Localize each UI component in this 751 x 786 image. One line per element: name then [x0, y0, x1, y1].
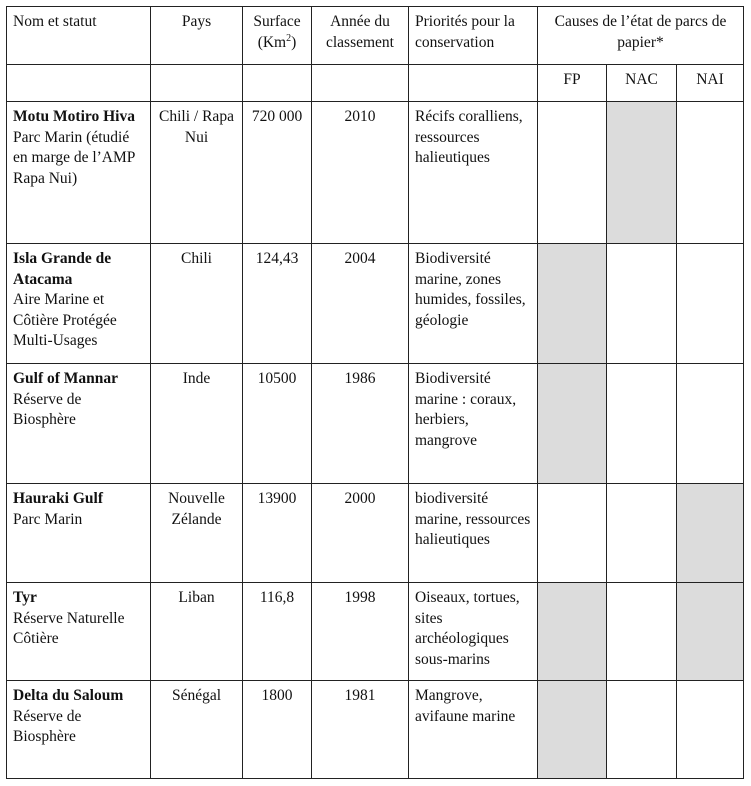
cell-name-status: [7, 583, 151, 681]
table-row: [7, 583, 744, 681]
cell-priorities: Mangrove, avifaune marine: [409, 681, 538, 779]
cell-priorities: biodiversité marine, ressources halieutiques: [409, 484, 538, 583]
cell-country: Sénégal: [151, 681, 243, 779]
park-name: Gulf of Mannar: [13, 370, 119, 387]
cell-country: Nouvelle Zélande: [151, 484, 243, 583]
cell-nai: [677, 583, 744, 681]
subheader-empty-2: [151, 65, 243, 102]
cell-fp: [538, 681, 607, 779]
cell-name-status: [7, 484, 151, 583]
header-nai: NAI: [677, 65, 744, 102]
cell-fp: [538, 244, 607, 364]
cell-year: 1998: [312, 583, 409, 681]
header-nom: Nom et statut: [7, 7, 151, 65]
header-surface-sup: 2: [286, 32, 292, 44]
cell-priorities: Biodiversité marine : coraux, herbiers, mangrove: [409, 364, 538, 484]
subheader-empty-1: [7, 65, 151, 102]
subheader-empty-5: [409, 65, 538, 102]
cell-country: Inde: [151, 364, 243, 484]
park-name: Tyr: [13, 589, 37, 606]
header-row: [7, 7, 744, 65]
park-status: Aire Marine et Côtière Protégée Multi-Usages: [13, 291, 117, 349]
parks-table: [6, 6, 744, 779]
cell-name-status: [7, 364, 151, 484]
cell-nac: [607, 583, 677, 681]
cell-year: 1986: [312, 364, 409, 484]
header-priorites: Priorités pour la conservation: [409, 7, 538, 65]
cell-nac: [607, 364, 677, 484]
cell-year: 2004: [312, 244, 409, 364]
header-fp: FP: [538, 65, 607, 102]
cell-name-status: [7, 102, 151, 244]
cell-year: 1981: [312, 681, 409, 779]
cell-surface: 124,43: [243, 244, 312, 364]
cell-fp: [538, 484, 607, 583]
cell-fp: [538, 102, 607, 244]
table-row: [7, 484, 744, 583]
cell-nai: [677, 681, 744, 779]
subheader-empty-4: [312, 65, 409, 102]
cell-priorities: Oiseaux, tortues, sites archéologiques sous-marins: [409, 583, 538, 681]
subheader-row: [7, 65, 744, 102]
park-status: Parc Marin (étudié en marge de l’AMP Rapa Nui): [13, 128, 135, 187]
header-annee: Année du classement: [312, 7, 409, 65]
cell-surface: 13900: [243, 484, 312, 583]
header-nac: NAC: [607, 65, 677, 102]
cell-nac: [607, 681, 677, 779]
cell-surface: 1800: [243, 681, 312, 779]
cell-surface: 10500: [243, 364, 312, 484]
cell-country: Chili: [151, 244, 243, 364]
subheader-empty-3: [243, 65, 312, 102]
table-body: [7, 102, 744, 779]
header-surface-unit-pre: (Km: [257, 33, 287, 51]
cell-fp: [538, 583, 607, 681]
table-row: [7, 364, 744, 484]
cell-surface: 116,8: [243, 583, 312, 681]
park-name: Motu Motiro Hiva: [13, 108, 135, 125]
cell-priorities: Biodiversité marine, zones humides, fossiles, géologie: [409, 244, 538, 364]
cell-surface: 720 000: [243, 102, 312, 244]
cell-nac: [607, 244, 677, 364]
park-status: Réserve de Biosphère: [13, 707, 82, 745]
header-surface-unit-post: ): [291, 33, 297, 51]
park-status: Parc Marin: [13, 510, 83, 528]
cell-country: Chili / Rapa Nui: [151, 102, 243, 244]
park-name: Isla Grande de Atacama: [13, 250, 112, 288]
table-row: [7, 102, 744, 244]
table-row: [7, 681, 744, 779]
park-status: Réserve de Biosphère: [13, 390, 82, 428]
cell-nac: [607, 484, 677, 583]
cell-nai: [677, 244, 744, 364]
cell-name-status: [7, 681, 151, 779]
cell-year: 2010: [312, 102, 409, 244]
table-row: [7, 244, 744, 364]
header-surface-line1: Surface: [253, 13, 301, 30]
cell-nai: [677, 484, 744, 583]
cell-nac: [607, 102, 677, 244]
park-name: Hauraki Gulf: [13, 490, 104, 507]
park-name: Delta du Saloum: [13, 687, 124, 704]
header-causes: Causes de l’état de parcs de papier*: [538, 7, 744, 65]
cell-fp: [538, 364, 607, 484]
cell-nai: [677, 364, 744, 484]
header-pays: Pays: [151, 7, 243, 65]
cell-name-status: [7, 244, 151, 364]
cell-year: 2000: [312, 484, 409, 583]
cell-country: Liban: [151, 583, 243, 681]
header-surface: [243, 7, 312, 65]
cell-nai: [677, 102, 744, 244]
cell-priorities: Récifs coralliens, ressources halieutiques: [409, 102, 538, 244]
park-status: Réserve Naturelle Côtière: [13, 609, 125, 647]
